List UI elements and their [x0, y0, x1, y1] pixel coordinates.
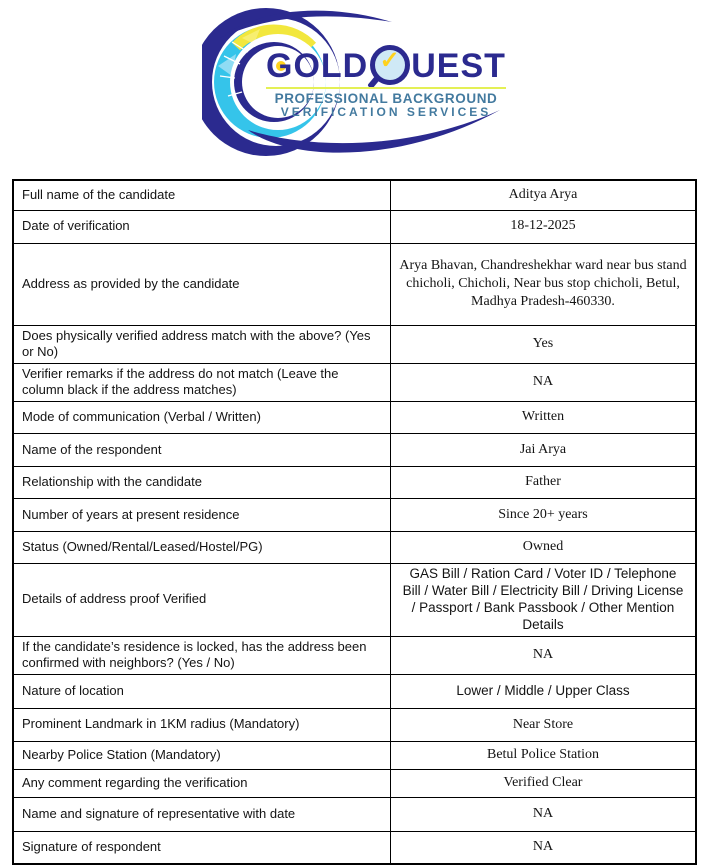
field-label: Does physically verified address match with the above? (Yes or No) — [13, 325, 390, 363]
field-label: If the candidate’s residence is locked, has the address been confirmed with neighbors? (Yes / No) — [13, 636, 390, 674]
field-label: Relationship with the candidate — [13, 467, 390, 499]
field-value: Aditya Arya — [390, 180, 696, 210]
field-label: Name and signature of representative with date — [13, 797, 390, 831]
table-row — [13, 708, 696, 741]
table-row — [13, 363, 696, 401]
field-value: GAS Bill / Ration Card / Voter ID / Telephone Bill / Water Bill / Electricity Bill / Driving License / Passport / Bank Passbook / Other Mention Details — [390, 564, 696, 637]
table-row — [13, 243, 696, 325]
field-value: NA — [390, 797, 696, 831]
field-value: Father — [390, 467, 696, 499]
table-row — [13, 402, 696, 434]
table-row — [13, 532, 696, 564]
field-label: Full name of the candidate — [13, 180, 390, 210]
table-row — [13, 797, 696, 831]
table-row — [13, 741, 696, 769]
field-value: Owned — [390, 532, 696, 564]
table-row — [13, 564, 696, 637]
field-value: Lower / Middle / Upper Class — [390, 674, 696, 708]
field-label: Name of the respondent — [13, 434, 390, 467]
checkmark-icon: ✓ — [379, 47, 401, 74]
field-label: Nearby Police Station (Mandatory) — [13, 741, 390, 769]
field-label: Verifier remarks if the address do not match (Leave the column black if the address matches) — [13, 363, 390, 401]
table-row — [13, 180, 696, 210]
table-row — [13, 674, 696, 708]
table-row — [13, 499, 696, 532]
table-row — [13, 210, 696, 243]
logo-underline — [266, 87, 506, 89]
verification-table — [12, 179, 697, 865]
field-value: Verified Clear — [390, 769, 696, 797]
logo-tagline-line2: VERIFICATION SERVICES — [280, 105, 492, 119]
field-value: NA — [390, 636, 696, 674]
table-row — [13, 467, 696, 499]
field-label: Date of verification — [13, 210, 390, 243]
field-value: NA — [390, 363, 696, 401]
field-value: Jai Arya — [390, 434, 696, 467]
field-value: Arya Bhavan, Chandreshekhar ward near bus stand chicholi, Chicholi, Near bus stop chicholi, Betul, Madhya Pradesh-460330. — [390, 243, 696, 325]
field-value: Since 20+ years — [390, 499, 696, 532]
field-label: Address as provided by the candidate — [13, 243, 390, 325]
field-label: Signature of respondent — [13, 831, 390, 864]
brand-wordmark — [266, 46, 506, 86]
field-value: Betul Police Station — [390, 741, 696, 769]
field-value: NA — [390, 831, 696, 864]
field-value: Yes — [390, 325, 696, 363]
field-value: 18-12-2025 — [390, 210, 696, 243]
field-label: Mode of communication (Verbal / Written) — [13, 402, 390, 434]
field-value: Written — [390, 402, 696, 434]
brand-gold-text: GOLD — [266, 46, 369, 85]
field-label: Status (Owned/Rental/Leased/Hostel/PG) — [13, 532, 390, 564]
table-row — [13, 434, 696, 467]
goldquest-logo — [202, 4, 512, 166]
magnifier-q-icon — [370, 45, 410, 85]
field-label: Nature of location — [13, 674, 390, 708]
field-label: Details of address proof Verified — [13, 564, 390, 637]
field-label: Any comment regarding the verification — [13, 769, 390, 797]
table-row — [13, 636, 696, 674]
table-row — [13, 325, 696, 363]
brand-quest-text: UEST — [411, 46, 506, 85]
table-row — [13, 831, 696, 864]
table-row — [13, 769, 696, 797]
field-label: Number of years at present residence — [13, 499, 390, 532]
logo-tagline-line1: PROFESSIONAL BACKGROUND — [274, 91, 498, 106]
field-value: Near Store — [390, 708, 696, 741]
field-label: Prominent Landmark in 1KM radius (Mandatory) — [13, 708, 390, 741]
